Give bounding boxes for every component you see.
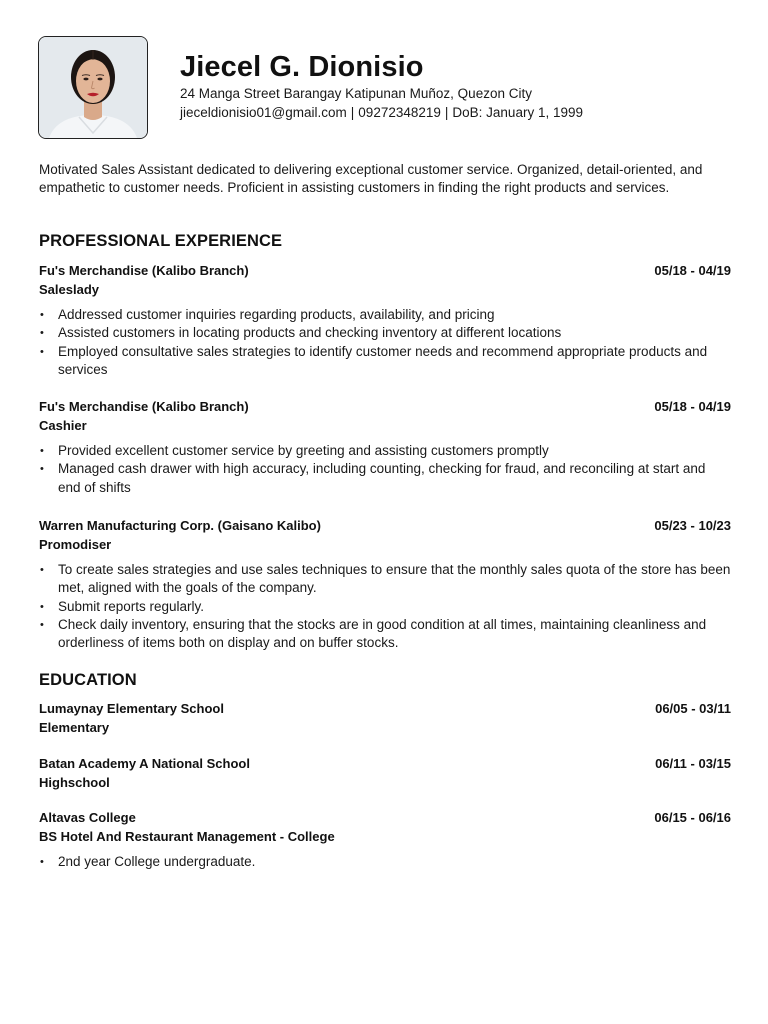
entry-dates: 06/11 - 03/15	[655, 756, 731, 771]
bullet-text: 2nd year College undergraduate.	[58, 854, 256, 869]
bullet-icon: •	[40, 345, 44, 358]
bullet-text: Check daily inventory, ensuring that the stocks are in good condition at all times, maintaining cleanliness and orderliness of items both on display and on buffer stocks.	[58, 616, 707, 651]
experience-entry	[39, 262, 731, 379]
education-section-title: EDUCATION	[39, 671, 137, 689]
entry-header	[39, 755, 731, 774]
experience-section-title: PROFESSIONAL EXPERIENCE	[39, 232, 283, 250]
address: 24 Manga Street Barangay Katipunan Muñoz, Quezon City	[180, 86, 532, 101]
address-line	[180, 84, 720, 103]
entry-bullets	[39, 442, 731, 497]
professional-summary: Motivated Sales Assistant dedicated to delivering exceptional customer service. Organized, detail-oriented, and empathetic to customer needs. Proficient in assisting customers in finding the right products and services.	[39, 162, 703, 196]
entry-dates: 05/23 - 10/23	[654, 518, 731, 533]
entry-role: BS Hotel And Restaurant Management - College	[39, 828, 335, 844]
entry-dates: 05/18 - 04/19	[654, 399, 731, 414]
bullet-item	[39, 306, 731, 324]
bullet-icon: •	[40, 600, 44, 613]
bullet-text: Provided excellent customer service by greeting and assisting customers promptly	[58, 443, 549, 458]
bullet-text: Employed consultative sales strategies to identify customer needs and recommend appropriate products and services	[58, 343, 708, 377]
entry-role: Promodiser	[39, 536, 112, 552]
education-entry	[39, 809, 731, 871]
bullet-icon: •	[40, 463, 44, 476]
bullet-text: Managed cash drawer with high accuracy, including counting, checking for fraud, and reconciling at start and end of shifts	[58, 461, 706, 495]
entry-organization: Fu's Merchandise (Kalibo Branch)	[39, 263, 249, 278]
separator: |	[350, 105, 355, 120]
bullet-item	[39, 561, 731, 598]
entry-role: Cashier	[39, 417, 87, 433]
bullet-icon: •	[40, 564, 44, 576]
entry-dates: 06/05 - 03/11	[655, 701, 731, 716]
bullet-item	[39, 442, 731, 460]
entry-dates: 05/18 - 04/19	[654, 263, 731, 278]
email: jieceldionisio01@gmail.com	[180, 105, 347, 120]
entry-bullets	[39, 853, 731, 871]
bullet-item	[39, 343, 731, 380]
bullet-icon: •	[40, 327, 44, 340]
bullet-item	[39, 598, 731, 616]
entry-header	[39, 700, 731, 719]
entry-role: Saleslady	[39, 281, 99, 297]
profile-photo	[38, 36, 148, 139]
bullet-text: Addressed customer inquiries regarding products, availability, and pricing	[58, 307, 495, 322]
entry-role: Elementary	[39, 719, 110, 735]
entry-organization: Warren Manufacturing Corp. (Gaisano Kalibo)	[39, 518, 321, 533]
entry-dates: 06/15 - 06/16	[654, 810, 731, 825]
entry-organization: Batan Academy A National School	[39, 756, 250, 771]
bullet-icon: •	[40, 309, 44, 321]
candidate-name: Jiecel G. Dionisio	[180, 51, 424, 83]
entry-header	[39, 809, 731, 828]
resume-header	[38, 36, 730, 140]
education-entry	[39, 755, 731, 792]
bullet-text: Assisted customers in locating products and checking inventory at different locations	[58, 325, 562, 341]
experience-entry	[39, 517, 731, 652]
bullet-item	[39, 324, 731, 342]
date-of-birth: DoB: January 1, 1999	[452, 105, 583, 120]
bullet-item	[39, 616, 731, 653]
bullet-text: Submit reports regularly.	[58, 598, 205, 614]
phone: 09272348219	[358, 105, 441, 120]
bullet-item	[39, 853, 731, 871]
bullet-icon: •	[40, 856, 44, 868]
education-entry	[39, 700, 731, 737]
bullet-icon: •	[40, 618, 44, 631]
contact-line	[180, 103, 720, 122]
bullet-item	[39, 460, 731, 497]
identity-block	[180, 50, 720, 122]
entry-organization: Altavas College	[39, 810, 136, 825]
entry-header	[39, 262, 731, 281]
entry-organization: Fu's Merchandise (Kalibo Branch)	[39, 399, 249, 414]
entry-header	[39, 517, 731, 536]
separator: |	[444, 105, 449, 120]
entry-header	[39, 398, 731, 417]
entry-bullets	[39, 306, 731, 379]
bullet-text: To create sales strategies and use sales techniques to ensure that the monthly sales quota of the store has been met, aligned with the goals of the company.	[58, 562, 731, 596]
entry-organization: Lumaynay Elementary School	[39, 701, 224, 716]
entry-bullets	[39, 561, 731, 652]
profile-photo-image	[39, 37, 147, 138]
experience-entry	[39, 398, 731, 497]
entry-role: Highschool	[39, 774, 110, 790]
bullet-icon: •	[40, 445, 44, 457]
